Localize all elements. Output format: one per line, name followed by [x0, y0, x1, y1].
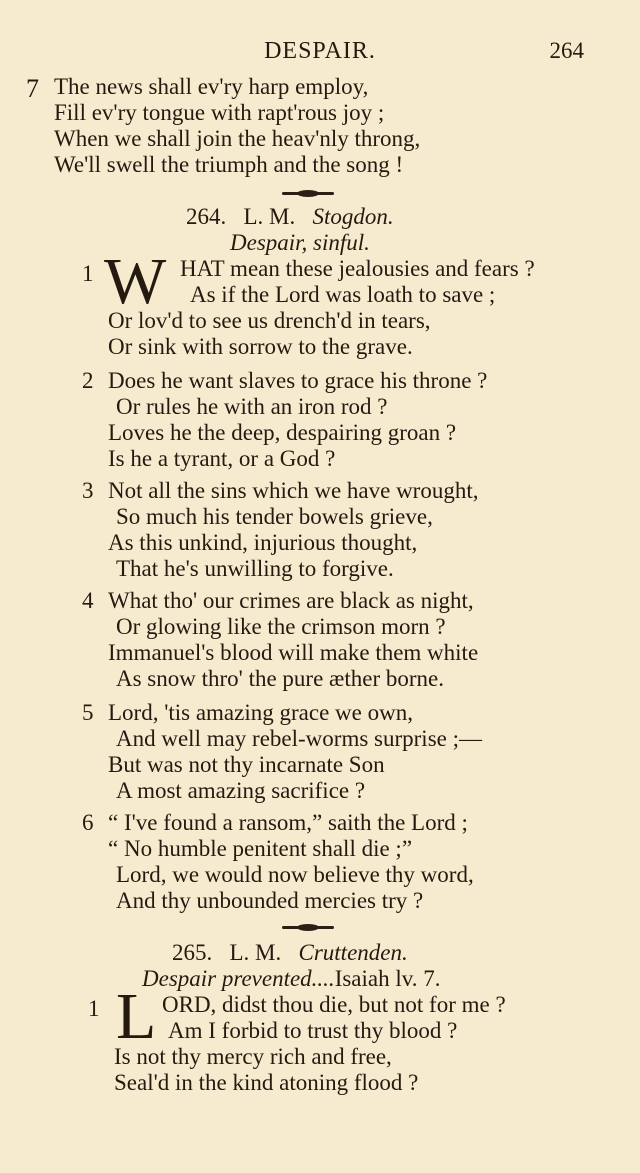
stanza-number: 2	[82, 368, 94, 393]
verse-line: HAT mean these jealousies and fears ?	[180, 256, 535, 281]
verse-line: Or sink with sorrow to the grave.	[108, 334, 413, 359]
verse-line: Lord, 'tis amazing grace we own,	[108, 700, 413, 725]
hymn-meter: L. M.	[243, 204, 296, 229]
verse-line: Is he a tyrant, or a God ?	[108, 446, 336, 471]
hymn-subtitle	[142, 966, 441, 992]
stanza-number: 6	[82, 810, 94, 835]
hymn-number: 265.	[172, 940, 213, 965]
hymn-tune: Cruttenden.	[298, 940, 408, 965]
stanza-number: 1	[82, 261, 94, 286]
stanza-number: 4	[82, 588, 94, 613]
stanza-number: 7	[26, 74, 39, 103]
verse-line: Fill ev'ry tongue with rapt'rous joy ;	[54, 100, 385, 125]
stanza-number: 3	[82, 478, 94, 503]
verse-line: That he's unwilling to forgive.	[116, 556, 394, 581]
verse-line: Not all the sins which we have wrought,	[108, 478, 479, 503]
verse-line: Immanuel's blood will make them white	[108, 640, 479, 665]
verse-line: When we shall join the heav'nly throng,	[54, 126, 421, 151]
stanza-number: 5	[82, 700, 94, 725]
verse-line: ORD, didst thou die, but not for me ?	[162, 992, 506, 1017]
section-divider	[282, 926, 334, 929]
drop-capital: L	[116, 980, 157, 1053]
drop-capital: W	[104, 245, 167, 318]
subtitle-theme: Despair prevented....	[142, 966, 335, 991]
verse-line: As if the Lord was loath to save ;	[190, 282, 496, 307]
verse-line: Loves he the deep, despairing groan ?	[108, 420, 457, 445]
verse-line: Or rules he with an iron rod ?	[116, 394, 388, 419]
running-title: DESPAIR.	[264, 38, 376, 64]
hymn-meter: L. M.	[229, 940, 282, 965]
verse-line: Or glowing like the crimson morn ?	[116, 614, 446, 639]
hymn-tune: Stogdon.	[312, 204, 394, 229]
verse-line: A most amazing sacrifice ?	[116, 778, 366, 803]
verse-line: Seal'd in the kind atoning flood ?	[114, 1070, 419, 1095]
verse-line: “ I've found a ransom,” saith the Lord ;	[108, 810, 468, 835]
hymn-number: 264.	[186, 204, 227, 229]
verse-line: Is not thy mercy rich and free,	[114, 1044, 392, 1069]
verse-line: And well may rebel-worms surprise ;—	[116, 726, 483, 751]
verse-line: Does he want slaves to grace his throne ?	[108, 368, 488, 393]
verse-line: And thy unbounded mercies try ?	[116, 888, 424, 913]
verse-line: As this unkind, injurious thought,	[108, 530, 418, 555]
verse-line: What tho' our crimes are black as night,	[108, 588, 474, 613]
section-divider	[282, 192, 334, 195]
hymn-heading	[172, 940, 408, 966]
stanza-number: 1	[88, 996, 100, 1021]
verse-line: So much his tender bowels grieve,	[116, 504, 433, 529]
verse-line: Or lov'd to see us drench'd in tears,	[108, 308, 431, 333]
hymn-heading	[186, 204, 394, 230]
verse-line: Am I forbid to trust thy blood ?	[168, 1018, 458, 1043]
verse-line: But was not thy incarnate Son	[108, 752, 385, 777]
verse-line: As snow thro' the pure æther borne.	[116, 666, 444, 691]
page-number: 264	[549, 38, 584, 63]
verse-line: Lord, we would now believe thy word,	[116, 862, 474, 887]
scripture-reference: Isaiah lv. 7.	[334, 966, 441, 991]
verse-line: “ No humble penitent shall die ;”	[108, 836, 413, 861]
verse-line: The news shall ev'ry harp employ,	[54, 74, 369, 99]
verse-line: We'll swell the triumph and the song !	[54, 152, 404, 177]
hymn-subtitle: Despair, sinful.	[230, 230, 370, 255]
